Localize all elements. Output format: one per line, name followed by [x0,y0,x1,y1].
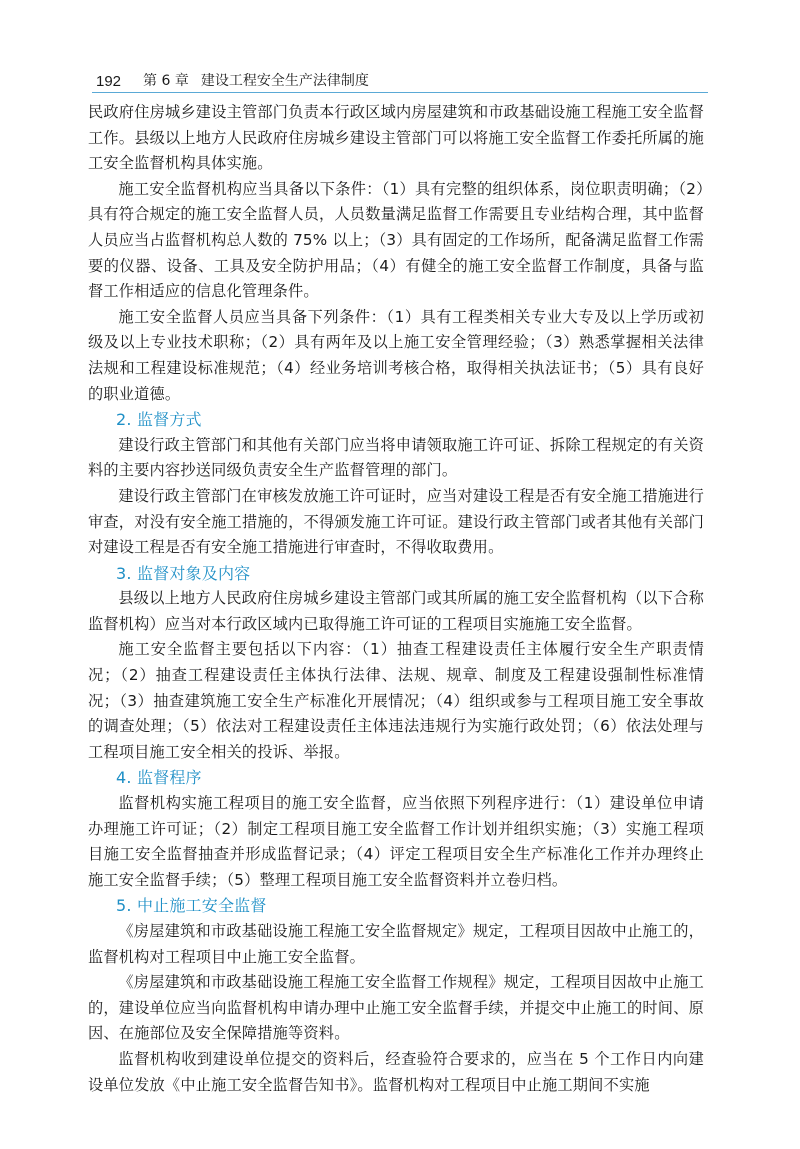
header-rule [92,92,708,93]
section-heading: 2. 监督方式 [116,410,202,430]
section-heading: 5. 中止施工安全监督 [116,896,267,916]
page-number: 192 [96,73,122,90]
paragraph: 《房屋建筑和市政基础设施工程施工安全监督工作规程》规定，工程项目因故中止施工的，建设单位应当向监督机构申请办理中止施工安全监督手续，并提交中止施工的时间、原因、在施部位及安全保障措施等资料。 [88,973,704,1043]
paragraph: 《房屋建筑和市政基础设施工程施工安全监督规定》规定，工程项目因故中止施工的，监督机构对工程项目中止施工安全监督。 [88,922,704,966]
paragraph: 县级以上地方人民政府住房城乡建设主管部门或其所属的施工安全监督机构（以下合称监督机构）应当对本行政区域内已取得施工许可证的工程项目实施施工安全监督。 [88,589,704,633]
paragraph: 监督机构实施工程项目的施工安全监督，应当依照下列程序进行：（1）建设单位申请办理施工许可证；（2）制定工程项目施工安全监督工作计划并组织实施；（3）实施工程项目施工安全监督抽查并形成监督记录；（4）评定工程项目安全生产标准化工作并办理终止施工安全监督手续；（5）整理工程项目施工安全监督资料并立卷归档。 [88,794,704,889]
section-heading: 3. 监督对象及内容 [116,563,251,583]
paragraph: 监督机构收到建设单位提交的资料后，经查验符合要求的，应当在 5 个工作日内向建设单位发放《中止施工安全监督告知书》。监督机构对工程项目中止施工期间不实施 [88,1049,704,1094]
paragraph: 民政府住房城乡建设主管部门负责本行政区域内房屋建筑和市政基础设施工程施工安全监督工作。县级以上地方人民政府住房城乡建设主管部门可以将施工安全监督工作委托所属的施工安全监督机构具体实施。 [88,103,704,173]
body-text [88,100,704,1098]
section-heading: 4. 监督程序 [116,768,202,788]
chapter-number: 第 6 章 [143,73,189,89]
paragraph: 施工安全监督主要包括以下内容：（1）抽查工程建设责任主体履行安全生产职责情况；（2）抽查工程建设责任主体执行法律、法规、规章、制度及工程建设强制性标准情况；（3）抽查建筑施工安全生产标准化开展情况；（4）组织或参与工程项目施工安全事故的调查处理；（5）依法对工程建设责任主体违法违规行为实施行政处罚；（6）依法处理与工程项目施工安全相关的投诉、举报。 [88,640,704,761]
chapter-title: 建设工程安全生产法律制度 [200,73,369,89]
paragraph: 施工安全监督机构应当具备以下条件：（1）具有完整的组织体系，岗位职责明确；（2）具有符合规定的施工安全监督人员，人员数量满足监督工作需要且专业结构合理，其中监督人员应当占监督机构总人数的 75% 以上；（3）具有固定的工作场所，配备满足监督工作需要的仪器、设备、工具及安全防护用品；（4）有健全的施工安全监督工作制度，具备与监督工作相适应的信息化管理条件。 [88,179,705,301]
paragraph: 建设行政主管部门和其他有关部门应当将申请领取施工许可证、拆除工程规定的有关资料的主要内容抄送同级负责安全生产监督管理的部门。 [88,435,704,480]
paragraph: 建设行政主管部门在审核发放施工许可证时，应当对建设工程是否有安全施工措施进行审查，对没有安全施工措施的，不得颁发施工许可证。建设行政主管部门或者其他有关部门对建设工程是否有安全施工措施进行审查时，不得收取费用。 [88,486,704,557]
paragraph: 施工安全监督人员应当具备下列条件：（1）具有工程类相关专业大专及以上学历或初级及以上专业技术职称；（2）具有两年及以上施工安全管理经验；（3）熟悉掌握相关法律法规和工程建设标准规范；（4）经业务培训考核合格，取得相关执法证书；（5）具有良好的职业道德。 [88,307,704,403]
running-header [96,64,706,90]
